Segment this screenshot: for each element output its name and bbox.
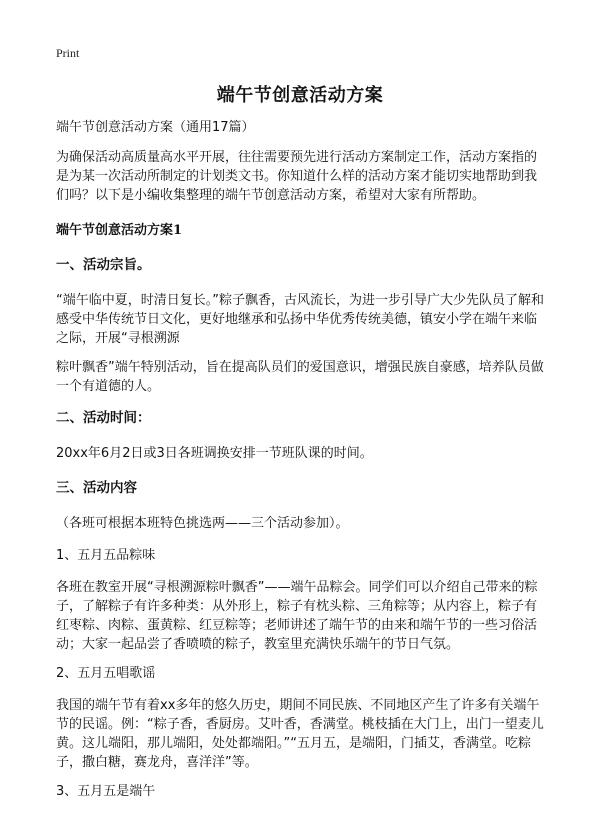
time-paragraph: 20xx年6月2日或3日各班调换安排一节班队课的时间。: [56, 446, 373, 461]
purpose-paragraph-1: “端午临中夏，时清日复长。”粽子飘香，古风流长，为进一步引导广大少先队员了解和感受中华传统节日文化，更好地继承和弘扬中华优秀传统美德，镇安小学在端午来临之际，开展“寻根溯源: [56, 293, 544, 346]
content-item-2-title: 2、五月五唱歌谣: [56, 666, 156, 681]
document-title: 端午节创意活动方案: [216, 85, 384, 106]
section-heading-time: 二、活动时间：: [56, 410, 151, 426]
content-note: （各班可根据本班特色挑选两——三个活动参加）。: [56, 516, 349, 531]
intro-paragraph: 为确保活动高质量高水平开展，往往需要预先进行活动方案制定工作，活动方案指的是为某一次活动所制定的计划类文书。你知道什么样的活动方案才能切实地帮助到我们吗？以下是小编收集整理的端午节创意活动方案，希望对大家有所帮助。: [56, 150, 538, 203]
content-item-1-text: 各班在教室开展“寻根溯源粽叶飘香”——端午品粽会。同学们可以介绍自己带来的粽子，了解粽子有许多种类：从外形上，粽子有枕头粽、三角粽等；从内容上，粽子有红枣粽、肉粽、蛋黄粽、红豆粽等；老师讲述了端午节的由来和端午节的一些习俗活动；大家一起品尝了香喷喷的粽子，教室里充满快乐端午的节日气氛。: [56, 580, 538, 652]
section-heading-purpose: 一、活动宗旨。: [56, 257, 151, 273]
document-subtitle: 端午节创意活动方案（通用17篇）: [56, 120, 255, 135]
content-item-3-title: 3、五月五是端午: [56, 784, 156, 799]
section-heading-content: 三、活动内容: [56, 480, 137, 496]
document-body: [56, 118, 548, 801]
plan-heading: 端午节创意活动方案1: [56, 223, 183, 238]
purpose-paragraph-2: 粽叶飘香”端午特别活动，旨在提高队员们的爱国意识，增强民族自豪感，培养队员做一个有道德的人。: [56, 360, 544, 394]
print-label: Print: [56, 46, 80, 60]
content-item-2-text: 我国的端午节有着xx多年的悠久历史，期间不同民族、不同地区产生了许多有关端午节的民谣。例：“粽子香，香厨房。艾叶香，香满堂。桃枝插在大门上，出门一望麦儿黄。这儿端阳，那儿端阳，处处都端阳。”“五月五，是端阳，门插艾，香满堂。吃粽子，撒白糖，赛龙舟，喜洋洋”等。: [56, 698, 544, 770]
content-item-1-title: 1、五月五品粽味: [56, 548, 156, 563]
